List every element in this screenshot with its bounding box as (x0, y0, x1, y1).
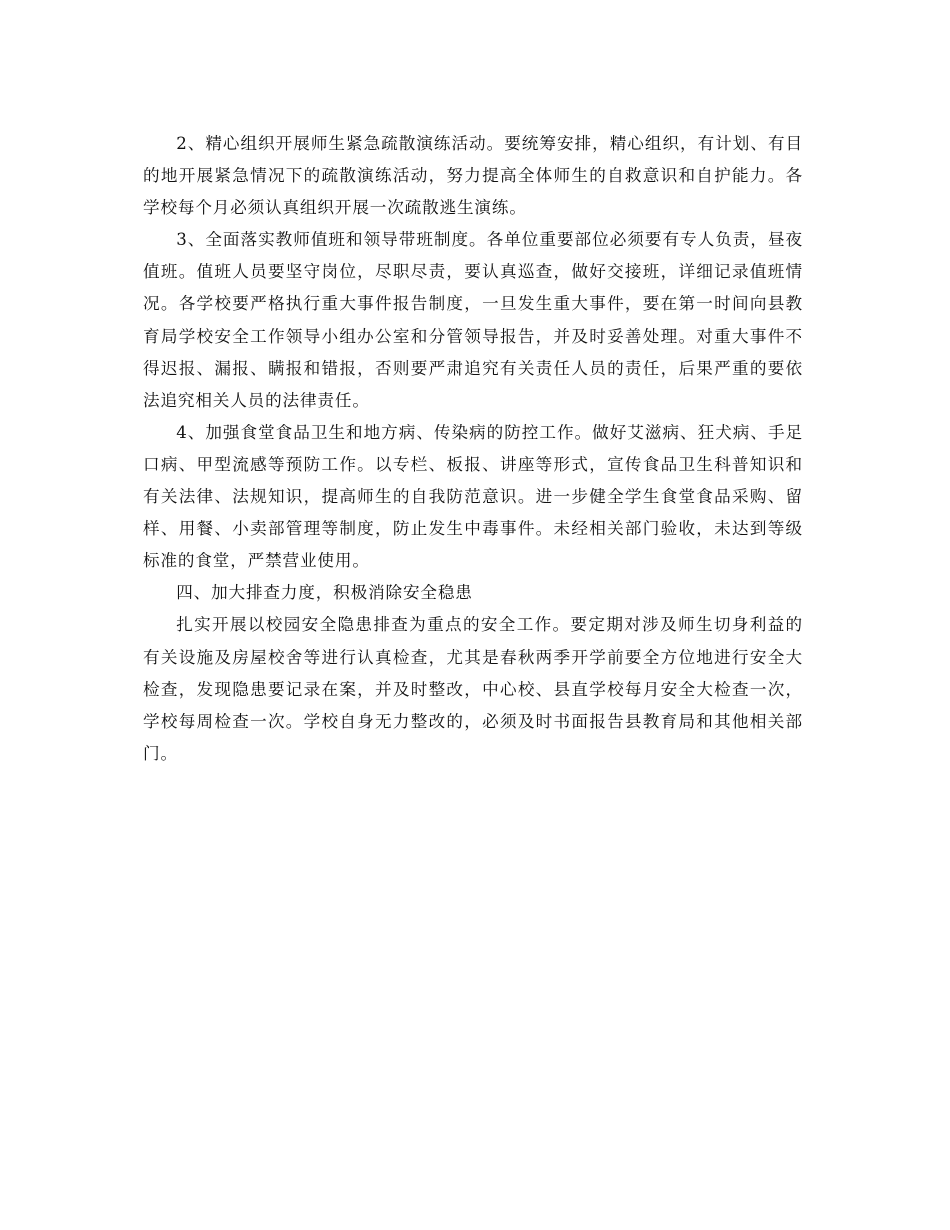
paragraph-food-hygiene: 4、加强食堂食品卫生和地方病、传染病的防控工作。做好艾滋病、狂犬病、手足口病、甲型流感等预防工作。以专栏、板报、讲座等形式，宣传食品卫生科普知识和有关法律、法规知识，提高师生的自我防范意识。进一步健全学生食堂食品采购、留样、用餐、小卖部管理等制度，防止发生中毒事件。未经相关部门验收，未达到等级标准的食堂，严禁营业使用。 (143, 422, 803, 571)
paragraph-evacuation-drill: 2、精心组织开展师生紧急疏散演练活动。要统筹安排，精心组织，有计划、有目的地开展紧急情况下的疏散演练活动，努力提高全体师生的自救意识和自护能力。各学校每个月必须认真组织开展一次疏散逃生演练。 (143, 134, 803, 218)
paragraph-hazard-inspection: 扎实开展以校园安全隐患排查为重点的安全工作。要定期对涉及师生切身利益的有关设施及房屋校舍等进行认真检查，尤其是春秋两季开学前要全方位地进行安全大检查，发现隐患要记录在案，并及时整改，中心校、县直学校每月安全大检查一次，学校每周检查一次。学校自身无力整改的，必须及时书面报告县教育局和其他相关部门。 (143, 615, 803, 763)
paragraph-duty-system: 3、全面落实教师值班和领导带班制度。各单位重要部位必须要有专人负责，昼夜值班。值班人员要坚守岗位，尽职尽责，要认真巡查，做好交接班，详细记录值班情况。各学校要严格执行重大事件报告制度，一旦发生重大事件，要在第一时间向县教育局学校安全工作领导小组办公室和分管领导报告，并及时妥善处理。对重大事件不得迟报、漏报、瞒报和错报，否则要严肃追究有关责任人员的责任，后果严重的要依法追究相关人员的法律责任。 (143, 230, 803, 410)
document-body (143, 128, 803, 770)
section-heading-inspection: 四、加大排查力度，积极消除安全稳患 (176, 583, 473, 603)
